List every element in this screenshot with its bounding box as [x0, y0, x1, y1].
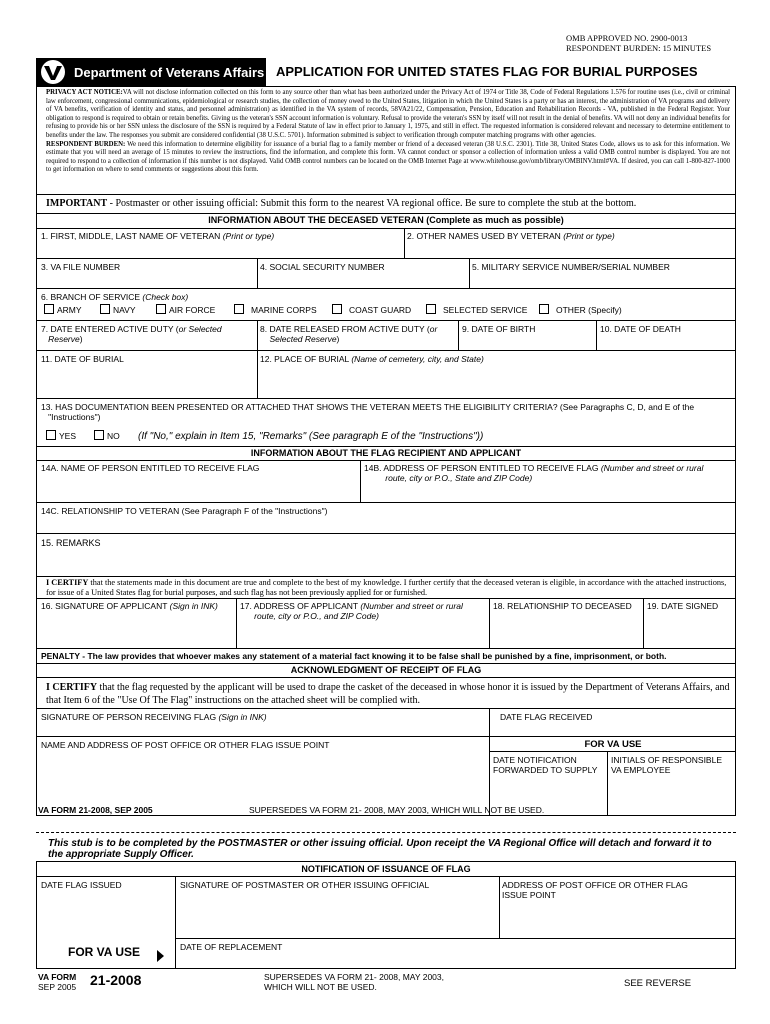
other-names-input[interactable]	[406, 242, 734, 257]
field-18-label: 18. RELATIONSHIP TO DECEASED	[493, 601, 632, 611]
signature-receiving-label: SIGNATURE OF PERSON RECEIVING FLAG (Sign in INK)	[41, 712, 267, 722]
stub-address-input[interactable]	[501, 902, 734, 936]
field-14a-label: 14A. NAME OF PERSON ENTITLED TO RECEIVE FLAG	[41, 463, 260, 473]
stub-for-va-use: FOR VA USE	[68, 945, 141, 959]
relationship-deceased-input[interactable]	[491, 614, 641, 646]
branch-selected-service[interactable]: SELECTED SERVICE	[426, 304, 527, 315]
see-reverse: SEE REVERSE	[624, 978, 692, 989]
field-10-label: 10. DATE OF DEATH	[600, 324, 681, 334]
recipient-address-input[interactable]	[362, 486, 734, 500]
recipient-name-input[interactable]	[38, 476, 358, 500]
respondent-burden-time: RESPONDENT BURDEN: 15 MINUTES	[566, 43, 712, 53]
other-checkbox[interactable]	[539, 304, 549, 314]
stub-replacement-label: DATE OF REPLACEMENT	[180, 942, 283, 952]
field-1-label: 1. FIRST, MIDDLE, LAST NAME OF VETERAN (Print or type)	[41, 231, 275, 241]
field-4-label: 4. SOCIAL SECURITY NUMBER	[260, 262, 385, 272]
field-14c-label: 14C. RELATIONSHIP TO VETERAN (See Paragraph F of the "Instructions")	[41, 506, 328, 516]
navy-checkbox[interactable]	[100, 304, 110, 314]
privacy-label: PRIVACY ACT NOTICE:	[46, 89, 123, 96]
army-checkbox[interactable]	[44, 304, 54, 314]
field-2-label: 2. OTHER NAMES USED BY VETERAN (Print or type)	[407, 231, 615, 241]
important-text: - Postmaster or other issuing official: Submit this form to the nearest VA regional office. Be sure to complete the stub at the bottom.	[107, 198, 637, 209]
field-16-label: 16. SIGNATURE OF APPLICANT (Sign in INK)	[41, 601, 218, 611]
date-notification-label: DATE NOTIFICATION FORWARDED TO SUPPLY	[493, 755, 598, 775]
stub-address-label: ADDRESS OF POST OFFICE OR OTHER FLAG ISSUE POINT	[502, 880, 688, 900]
field-5-label: 5. MILITARY SERVICE NUMBER/SERIAL NUMBER	[472, 262, 670, 272]
burden-label: RESPONDENT BURDEN:	[46, 140, 126, 148]
branch-air-force[interactable]: AIR FORCE	[156, 304, 215, 315]
important-notice	[46, 198, 636, 209]
field-6-label: 6. BRANCH OF SERVICE (Check box)	[41, 292, 189, 302]
stub-date-issued-input[interactable]	[38, 892, 173, 936]
privacy-text: VA will not disclose information collected on this form to any source other than what has been authorized under the Privacy Act of 1974 or Title 38, Code of Federal Regulations 1.576 for routine uses (i.e., civil or criminal law enforcement, congressional communications, epidemiological or research studies, the collection of money owed to the United States, litigation in which the United States is a party or has an interest, the administration of VA programs and delivery of VA benefits, verification of identity and status, and personnel administration) as identified in the VA system of records, 58VA21/22, Compensation, Pension, Education and Rehabilitation Records - VA, published in the Federal Register. Your obligation to respond is required to obtain or retain benefits. Giving us the veteran's SSN account information is voluntary. Refusal to provide the veteran's SSN by itself will not result in the denial of benefits. VA will not deny an individual benefits for refusing to provide his or her SSN unless the disclosure of the SSN is required by a Federal Statute of law in effect prior to January 1, 1975, and still in effect. The requested information is considered relevant and necessary to determine entitlement to benefits under the law. The responses you submit are considered confidential (38 U.S.C. 5701). Information submitted is subject to verification through computer matching programs with other agencies.	[46, 89, 731, 139]
form-title: APPLICATION FOR UNITED STATES FLAG FOR BURIAL PURPOSES	[276, 64, 698, 79]
field-8-label: 8. DATE RELEASED FROM ACTIVE DUTY (or Selected Reserve)	[260, 324, 438, 344]
veteran-name-input[interactable]	[38, 242, 402, 257]
va-seal-icon	[38, 59, 68, 85]
tear-line	[36, 832, 736, 833]
field-14b-label: 14B. ADDRESS OF PERSON ENTITLED TO RECEIVE FLAG (Number and street or rural route, city or P.O., State and ZIP Code)	[364, 463, 704, 483]
initials-label: INITIALS OF RESPONSIBLE VA EMPLOYEE	[611, 755, 723, 775]
ssn-input[interactable]	[259, 273, 467, 287]
stub-notice: This stub is to be completed by the POSTMASTER or other issuing official. Upon receipt the VA Regional Office will detach and forward it to the appropriate Supply Officer.	[48, 838, 712, 860]
post-office-label: NAME AND ADDRESS OF POST OFFICE OR OTHER FLAG ISSUE POINT	[41, 740, 330, 750]
privacy-act-notice	[46, 89, 730, 175]
branch-marine-corps[interactable]: MARINE CORPS	[234, 304, 317, 315]
stub-signature-label: SIGNATURE OF POSTMASTER OR OTHER ISSUING OFFICIAL	[180, 880, 430, 890]
field-13-label: 13. HAS DOCUMENTATION BEEN PRESENTED OR ATTACHED THAT SHOWS THE VETERAN MEETS THE ELIGIBILITY CRITERIA? (See Paragraphs C, D, and E of the "Instructions")	[41, 402, 695, 422]
applicant-signature-field[interactable]	[38, 614, 234, 646]
department-name: Department of Veterans Affairs	[74, 65, 265, 80]
certification-statement: I CERTIFY that the statements made in this document are true and complete to the best of my knowledge. I further certify that the deceased veteran is eligible, in accordance with the attached instructions, for issue of a United States flag for burial purposes, and such flag has not been previously applied for or furnished.	[46, 578, 727, 597]
stub-signature-field[interactable]	[177, 892, 497, 936]
section-deceased-veteran: INFORMATION ABOUT THE DECEASED VETERAN (Complete as much as possible)	[208, 215, 564, 225]
arrow-right-icon	[157, 950, 164, 962]
applicant-address-input[interactable]	[238, 624, 487, 646]
marine-corps-checkbox[interactable]	[234, 304, 244, 314]
stub-date-issued-label: DATE FLAG ISSUED	[41, 880, 122, 890]
coast-guard-checkbox[interactable]	[332, 304, 342, 314]
branch-army[interactable]: ARMY	[44, 304, 82, 315]
stub-va-form-label: VA FORM SEP 2005	[38, 972, 77, 992]
va-logo-banner	[36, 58, 266, 86]
stub-supersedes: SUPERSEDES VA FORM 21- 2008, MAY 2003, WHICH WILL NOT BE USED.	[264, 972, 444, 992]
eligibility-yes[interactable]: YES	[46, 430, 76, 441]
yes-checkbox[interactable]	[46, 430, 56, 440]
acknowledgment-certification: I CERTIFY that the flag requested by the applicant will be used to drape the casket of the deceased in whose honor it is issued by the Department of Veterans Affairs, and that Item 6 of the "Use Of The Flag" instructions on the attached sheet will be complied with.	[46, 682, 730, 706]
field-19-label: 19. DATE SIGNED	[647, 601, 719, 611]
important-label: IMPORTANT	[46, 198, 108, 209]
form-number-footer: VA FORM 21-2008, SEP 2005	[38, 805, 153, 815]
eligibility-no[interactable]: NO	[94, 430, 120, 441]
field-9-label: 9. DATE OF BIRTH	[462, 324, 536, 334]
field-3-label: 3. VA FILE NUMBER	[41, 262, 121, 272]
air-force-checkbox[interactable]	[156, 304, 166, 314]
relationship-input[interactable]	[38, 518, 734, 532]
field-7-label: 7. DATE ENTERED ACTIVE DUTY (or Selected Reserve)	[41, 324, 222, 344]
date-flag-received-label: DATE FLAG RECEIVED	[500, 712, 593, 722]
service-number-input[interactable]	[471, 273, 734, 287]
burden-text: We need this information to determine eligibility for issuance of a burial flag to a family member or friend of a deceased veteran (38 U.S.C. 2301). Title 38, United States Code, allows us to ask for this information. We estimate that you will need an average of 15 minutes to review the instructions, find the information, and complete this form. VA cannot conduct or sponsor a collection of information unless a valid OMB control number is displayed. You are not required to respond to a collection of information if this number is not displayed. Valid OMB control numbers can be located on the OMB Internet Page at www.whitehouse.gov/omb/library/OMBINV.html#VA. If desired, you can call 1-800-827-1000 to get information on where to send comments or suggestions about this form.	[46, 140, 731, 174]
remarks-input[interactable]	[38, 552, 734, 574]
section-acknowledgment: ACKNOWLEDGMENT OF RECEIPT OF FLAG	[290, 665, 482, 675]
date-signed-input[interactable]	[645, 614, 734, 646]
omb-number: OMB APPROVED NO. 2900-0013	[566, 33, 688, 43]
stub-form-number: 21-2008	[90, 972, 142, 988]
for-va-use-heading: FOR VA USE	[584, 739, 642, 750]
branch-other[interactable]: OTHER (Specify)	[539, 304, 622, 315]
va-file-number-input[interactable]	[38, 273, 255, 287]
stub-title: NOTIFICATION OF ISSUANCE OF FLAG	[301, 864, 471, 874]
receiving-signature-field[interactable]	[38, 722, 487, 735]
no-checkbox[interactable]	[94, 430, 104, 440]
branch-coast-guard[interactable]: COAST GUARD	[332, 304, 411, 315]
penalty-notice: PENALTY - The law provides that whoever makes any statement of a material fact knowing it to be false shall be punished by a fine, imprisonment, or both.	[41, 651, 667, 661]
selected-service-checkbox[interactable]	[426, 304, 436, 314]
branch-navy[interactable]: NAVY	[100, 304, 136, 315]
field-17-label: 17. ADDRESS OF APPLICANT (Number and street or rural route, city or P.O., and ZIP Code)	[240, 601, 463, 621]
date-received-input[interactable]	[491, 722, 734, 735]
field-15-label: 15. REMARKS	[41, 538, 101, 548]
place-of-burial-input[interactable]	[259, 366, 734, 396]
omb-block	[566, 33, 711, 53]
eligibility-note: (If "No," explain in Item 15, "Remarks" (See paragraph E of the "Instructions"))	[138, 431, 484, 442]
supersedes-footer: SUPERSEDES VA FORM 21- 2008, MAY 2003, WHICH WILL NOT BE USED.	[249, 805, 545, 815]
section-flag-recipient: INFORMATION ABOUT THE FLAG RECIPIENT AND APPLICANT	[250, 448, 522, 458]
field-12-label: 12. PLACE OF BURIAL (Name of cemetery, city, and State)	[260, 354, 484, 364]
date-of-burial-input[interactable]	[38, 366, 255, 396]
field-11-label: 11. DATE OF BURIAL	[41, 354, 124, 364]
